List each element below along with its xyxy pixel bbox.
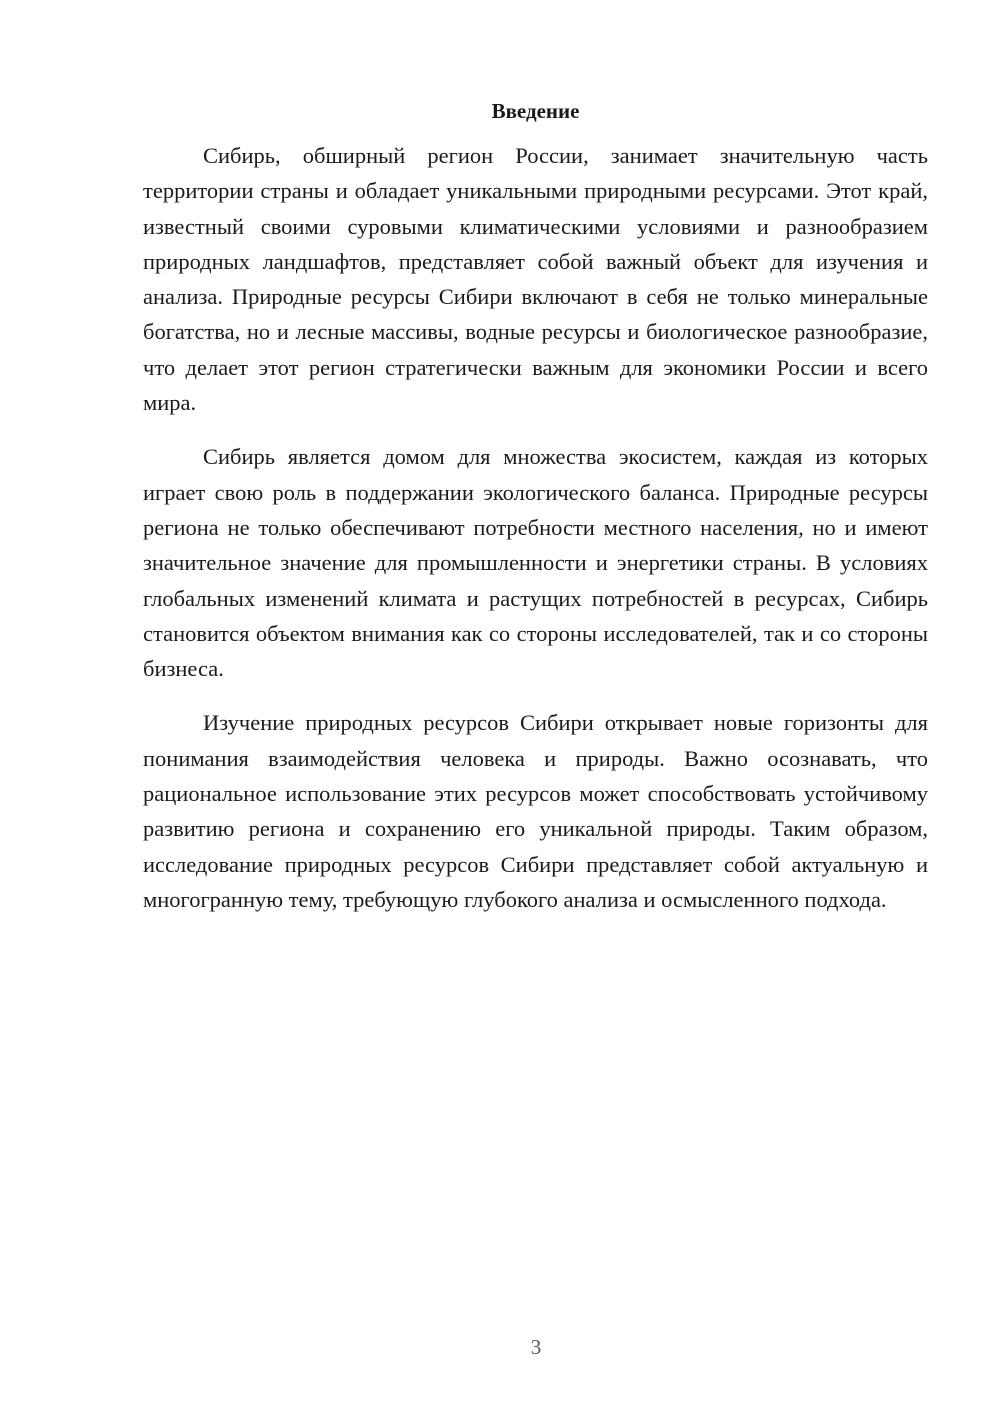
page-number: 3 [530, 1335, 542, 1359]
paragraph-2: Сибирь является домом для множества экосистем, каждая из которых играет свою роль в поддержании экологического баланса. Природные ресурсы региона не только обеспечивают потребности местного населения, но и имеют значительное значение для промышленности и энергетики страны. В условиях глобальных изменений климата и растущих потребностей в ресурсах, Сибирь становится объектом внимания как со стороны исследователей, так и со стороны бизнеса. [143, 444, 928, 682]
paragraph-3: Изучение природных ресурсов Сибири открывает новые горизонты для понимания взаимодействия человека и природы. Важно осознавать, что рациональное использование этих ресурсов может способствовать устойчивому развитию региона и сохранению его уникальной природы. Таким образом, исследование природных ресурсов Сибири представляет собой актуальную и многогранную тему, требующую глубокого анализа и осмысленного подхода. [143, 710, 928, 912]
paragraph-1: Сибирь, обширный регион России, занимает значительную часть территории страны и обладает уникальными природными ресурсами. Этот край, известный своими суровыми климатическими условиями и разнообразием природных ландшафтов, представляет собой важный объект для изучения и анализа. Природные ресурсы Сибири включают в себя не только минеральные богатства, но и лесные массивы, водные ресурсы и биологическое разнообразие, что делает этот регион стратегически важным для экономики России и всего мира. [143, 143, 928, 416]
section-heading: Введение [491, 99, 580, 123]
page-content [143, 96, 928, 917]
